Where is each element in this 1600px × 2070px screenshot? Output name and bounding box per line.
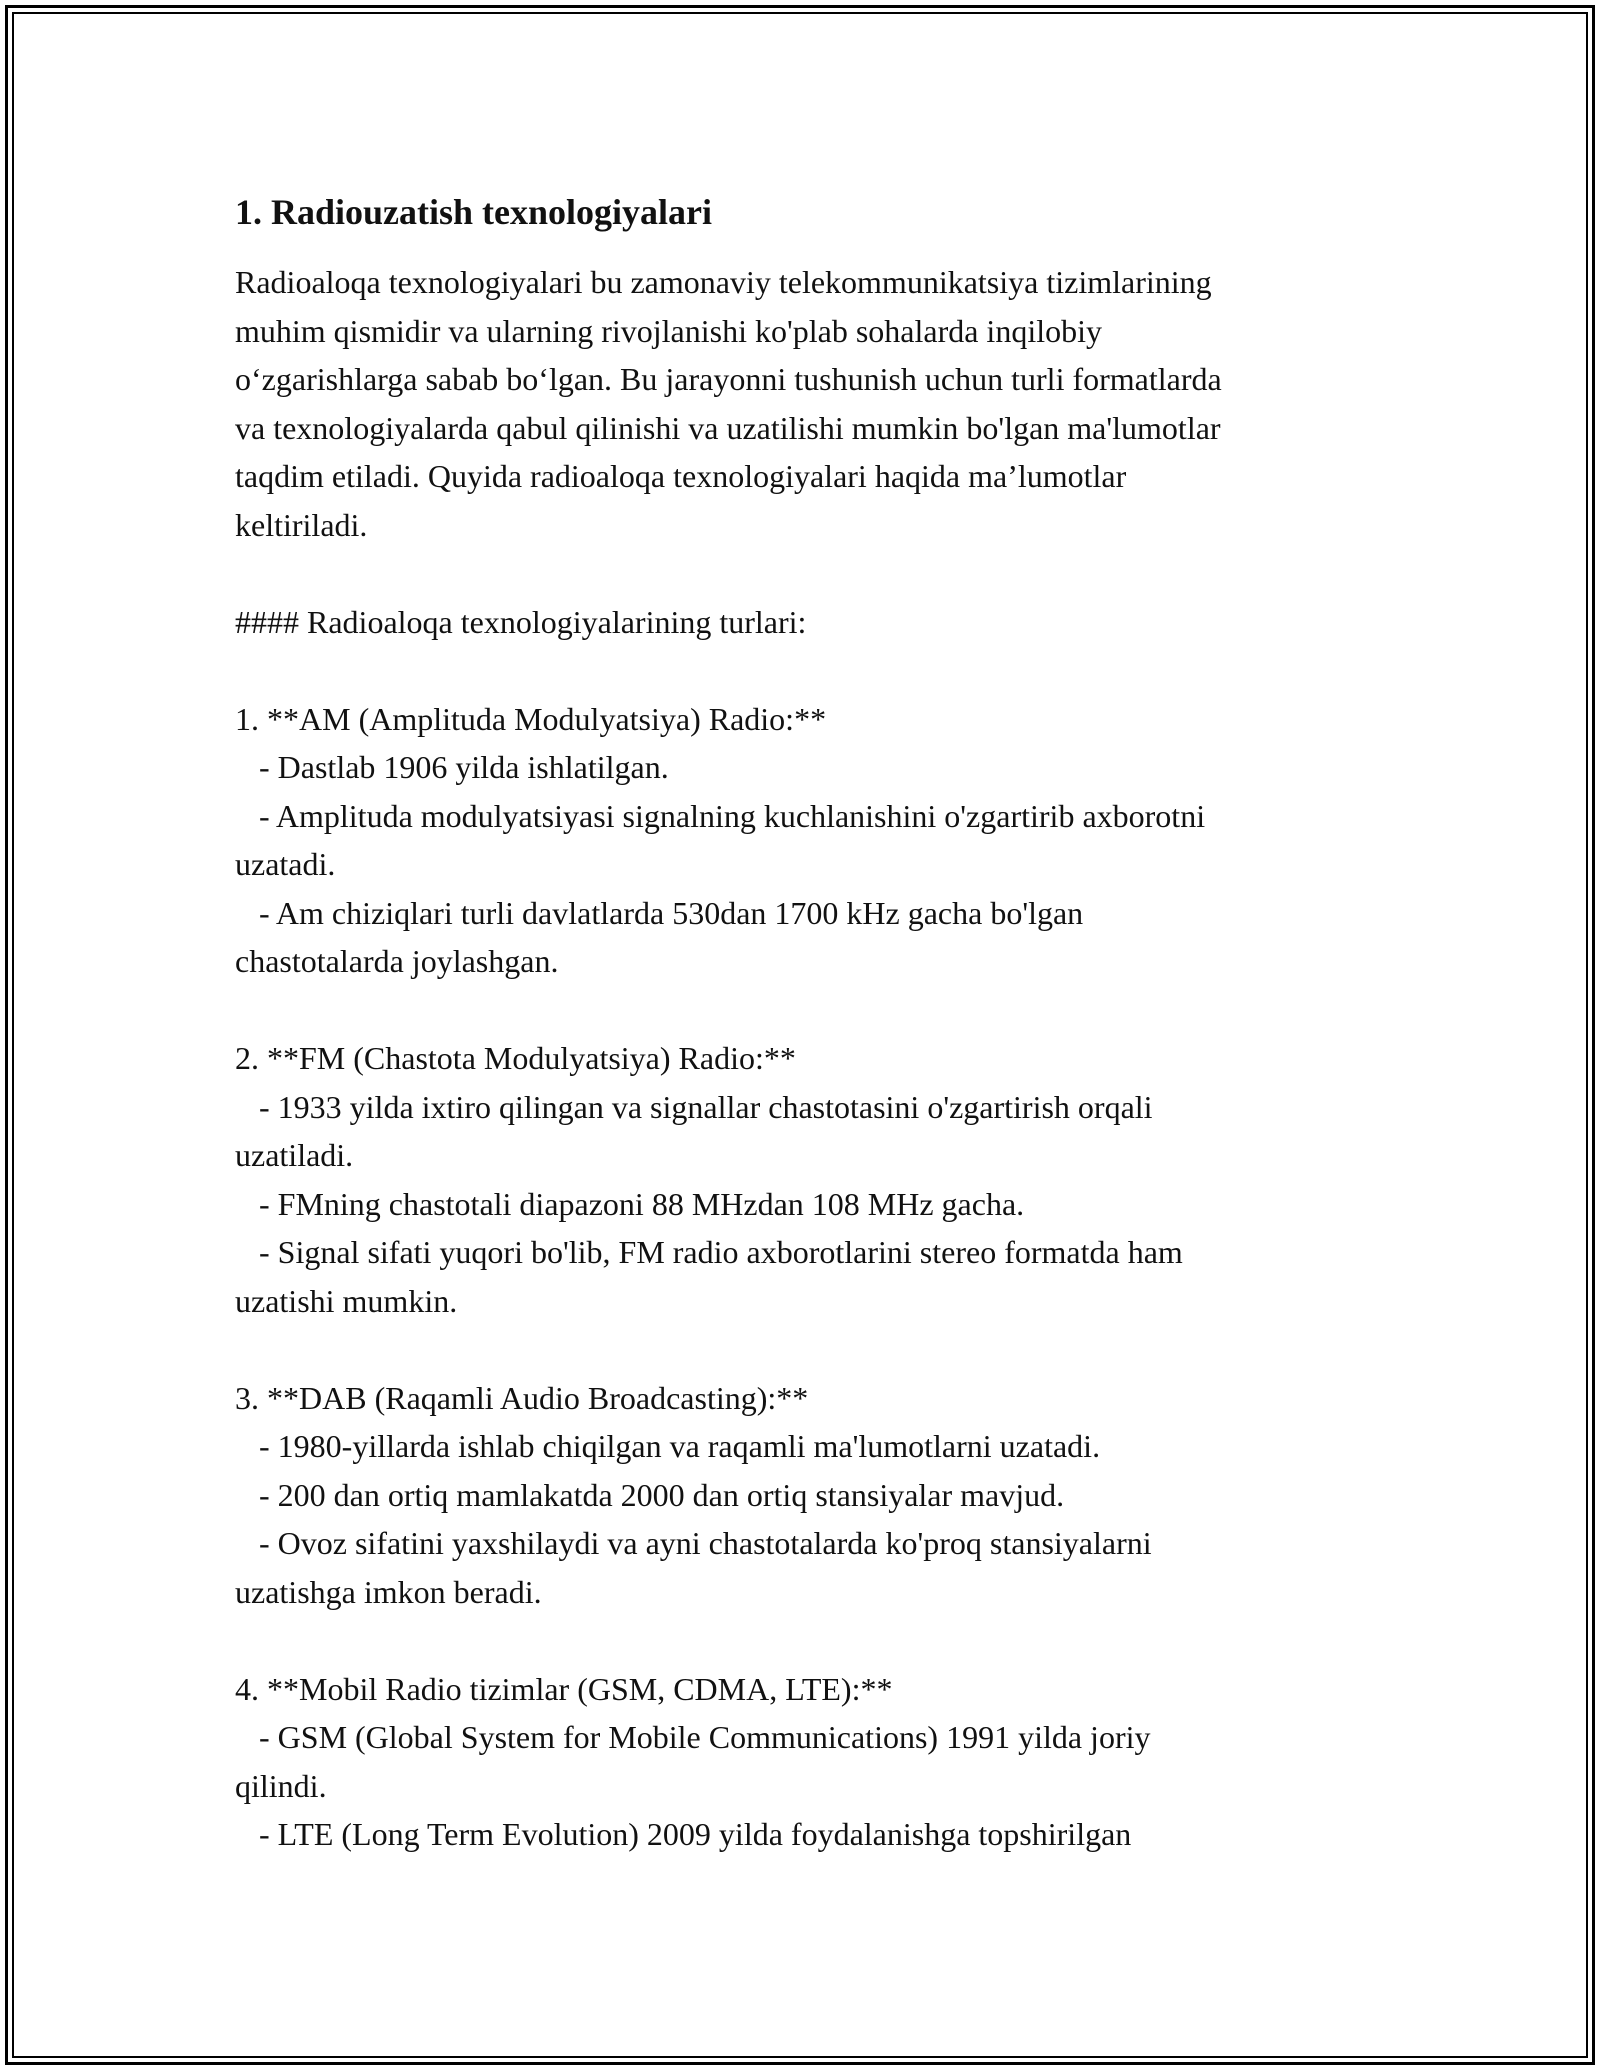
blank-line bbox=[235, 646, 1385, 695]
section-3-line: uzatishga imkon beradi. bbox=[235, 1573, 542, 1610]
section-4-title: 4. **Mobil Radio tizimlar (GSM, CDMA, LTE):** bbox=[235, 1670, 893, 1707]
intro-paragraph bbox=[235, 258, 1385, 1859]
section-3-line: - 200 dan ortiq mamlakatda 2000 dan ortiq stansiyalar mavjud. bbox=[235, 1476, 1065, 1513]
section-1-line: - Am chiziqlari turli davlatlarda 530dan 1700 kHz gacha bo'lgan bbox=[235, 894, 1084, 931]
intro-line: Radioaloqa texnologiyalari bu zamonaviy telekommunikatsiya tizimlarining bbox=[235, 264, 1212, 300]
document-heading: 1. Radiouzatish texnologiyalari bbox=[235, 192, 713, 232]
section-4-line: - GSM (Global System for Mobile Communications) 1991 yilda joriy bbox=[235, 1719, 1151, 1755]
section-1-title: 1. **AM (Amplituda Modulyatsiya) Radio:** bbox=[235, 700, 827, 737]
section-3-title: 3. **DAB (Raqamli Audio Broadcasting):** bbox=[235, 1379, 809, 1416]
section-2-line: uzatishi mumkin. bbox=[235, 1282, 458, 1319]
section-2-title: 2. **FM (Chastota Modulyatsiya) Radio:** bbox=[235, 1040, 796, 1076]
blank-line bbox=[235, 1325, 1385, 1374]
section-subheading: #### Radioaloqa texnologiyalarining turlari: bbox=[235, 603, 807, 640]
section-3-line: - Ovoz sifatini yaxshilaydi va ayni chastotalarda ko'proq stansiyalarni bbox=[235, 1525, 1152, 1561]
intro-line: keltiriladi. bbox=[235, 506, 368, 543]
blank-line bbox=[235, 986, 1385, 1035]
intro-line: taqdim etiladi. Quyida radioaloqa texnologiyalari haqida ma’lumotlar bbox=[235, 458, 1127, 494]
section-2-line: - Signal sifati yuqori bo'lib, FM radio axborotlarini stereo formatda ham bbox=[235, 1234, 1183, 1270]
section-1-line: - Dastlab 1906 yilda ishlatilgan. bbox=[235, 749, 669, 785]
blank-line bbox=[235, 1616, 1385, 1665]
intro-line: va texnologiyalarda qabul qilinishi va uzatilishi mumkin bo'lgan ma'lumotlar bbox=[235, 409, 1221, 446]
intro-line: muhim qismidir va ularning rivojlanishi ko'plab sohalarda inqilobiy bbox=[235, 312, 1102, 349]
section-1-line: uzatadi. bbox=[235, 846, 336, 882]
intro-line: o‘zgarishlarga sabab bo‘lgan. Bu jarayonni tushunish uchun turli formatlarda bbox=[235, 361, 1222, 397]
document-body bbox=[235, 188, 1385, 1859]
section-4-line: - LTE (Long Term Evolution) 2009 yilda foydalanishga topshirilgan bbox=[235, 1816, 1132, 1852]
blank-line bbox=[235, 549, 1385, 598]
section-2-line: uzatiladi. bbox=[235, 1137, 354, 1173]
section-1-line: chastotalarda joylashgan. bbox=[235, 943, 559, 979]
section-2-line: - FMning chastotali diapazoni 88 MHzdan 108 MHz gacha. bbox=[235, 1185, 1025, 1222]
section-1-line: - Amplituda modulyatsiyasi signalning kuchlanishini o'zgartirib axborotni bbox=[235, 797, 1206, 834]
section-4-line: qilindi. bbox=[235, 1767, 327, 1804]
section-3-line: - 1980-yillarda ishlab chiqilgan va raqamli ma'lumotlarni uzatadi. bbox=[235, 1428, 1101, 1464]
section-2-line: - 1933 yilda ixtiro qilingan va signallar chastotasini o'zgartirish orqali bbox=[235, 1088, 1153, 1125]
